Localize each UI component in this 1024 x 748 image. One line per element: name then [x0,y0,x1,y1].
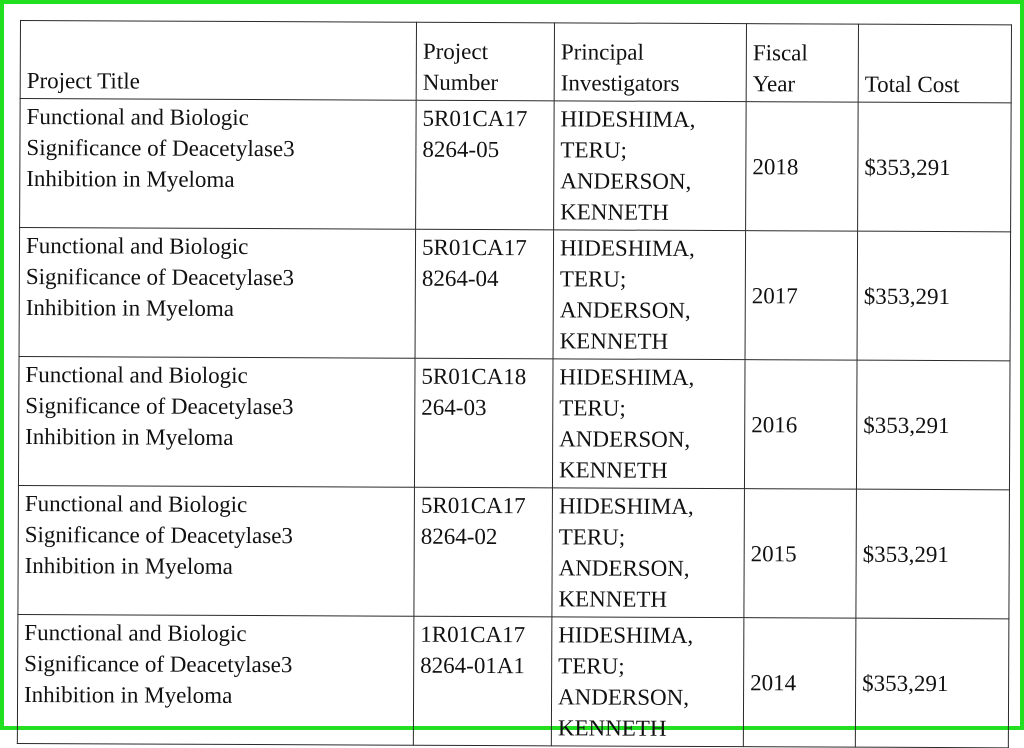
cell-fiscal-year: 2015 [744,489,857,618]
cell-fiscal-year: 2014 [743,618,856,747]
cell-project-title: Functional and Biologic Significance of Deacetylase3 Inhibition in Myeloma [17,614,414,745]
cell-total-cost: $353,291 [858,102,1012,232]
cell-fiscal-year: 2018 [746,102,859,231]
table-row [17,614,1009,747]
header-principal-investigators: Principal Investigators [554,23,746,102]
cell-project-title: Functional and Biologic Significance of Deacetylase3 Inhibition in Myeloma [20,99,417,230]
cell-project-title: Functional and Biologic Significance of Deacetylase3 Inhibition in Myeloma [18,356,415,487]
header-project-title: Project Title [20,21,416,101]
cell-project-number: 1R01CA17 8264-01A1 [413,616,552,746]
table-header-row [20,21,1011,103]
cell-project-number: 5R01CA17 8264-05 [416,100,555,230]
table-row [18,485,1010,618]
cell-principal-investigators: HIDESHIMA, TERU; ANDERSON, KENNETH [554,101,747,231]
cell-project-number: 5R01CA17 8264-02 [414,487,553,617]
cell-total-cost: $353,291 [856,489,1010,619]
header-fiscal-year: Fiscal Year [746,24,858,102]
cell-fiscal-year: 2017 [745,231,858,360]
cell-principal-investigators: HIDESHIMA, TERU; ANDERSON, KENNETH [552,359,745,489]
cell-total-cost: $353,291 [855,618,1009,748]
cell-principal-investigators: HIDESHIMA, TERU; ANDERSON, KENNETH [552,488,745,618]
cell-project-number: 5R01CA18 264-03 [414,358,553,488]
header-project-number: Project Number [416,22,554,101]
project-table [17,20,1012,748]
cell-principal-investigators: HIDESHIMA, TERU; ANDERSON, KENNETH [553,230,746,360]
table-row [19,228,1011,361]
cell-total-cost: $353,291 [856,360,1010,490]
header-total-cost: Total Cost [858,24,1011,103]
cell-fiscal-year: 2016 [744,360,857,489]
cell-project-number: 5R01CA17 8264-04 [415,229,554,359]
table-row [20,99,1012,232]
cell-project-title: Functional and Biologic Significance of Deacetylase3 Inhibition in Myeloma [19,228,416,359]
table-row [18,356,1010,489]
cell-total-cost: $353,291 [857,231,1011,361]
cell-project-title: Functional and Biologic Significance of Deacetylase3 Inhibition in Myeloma [18,485,415,616]
cell-principal-investigators: HIDESHIMA, TERU; ANDERSON, KENNETH [551,617,744,747]
